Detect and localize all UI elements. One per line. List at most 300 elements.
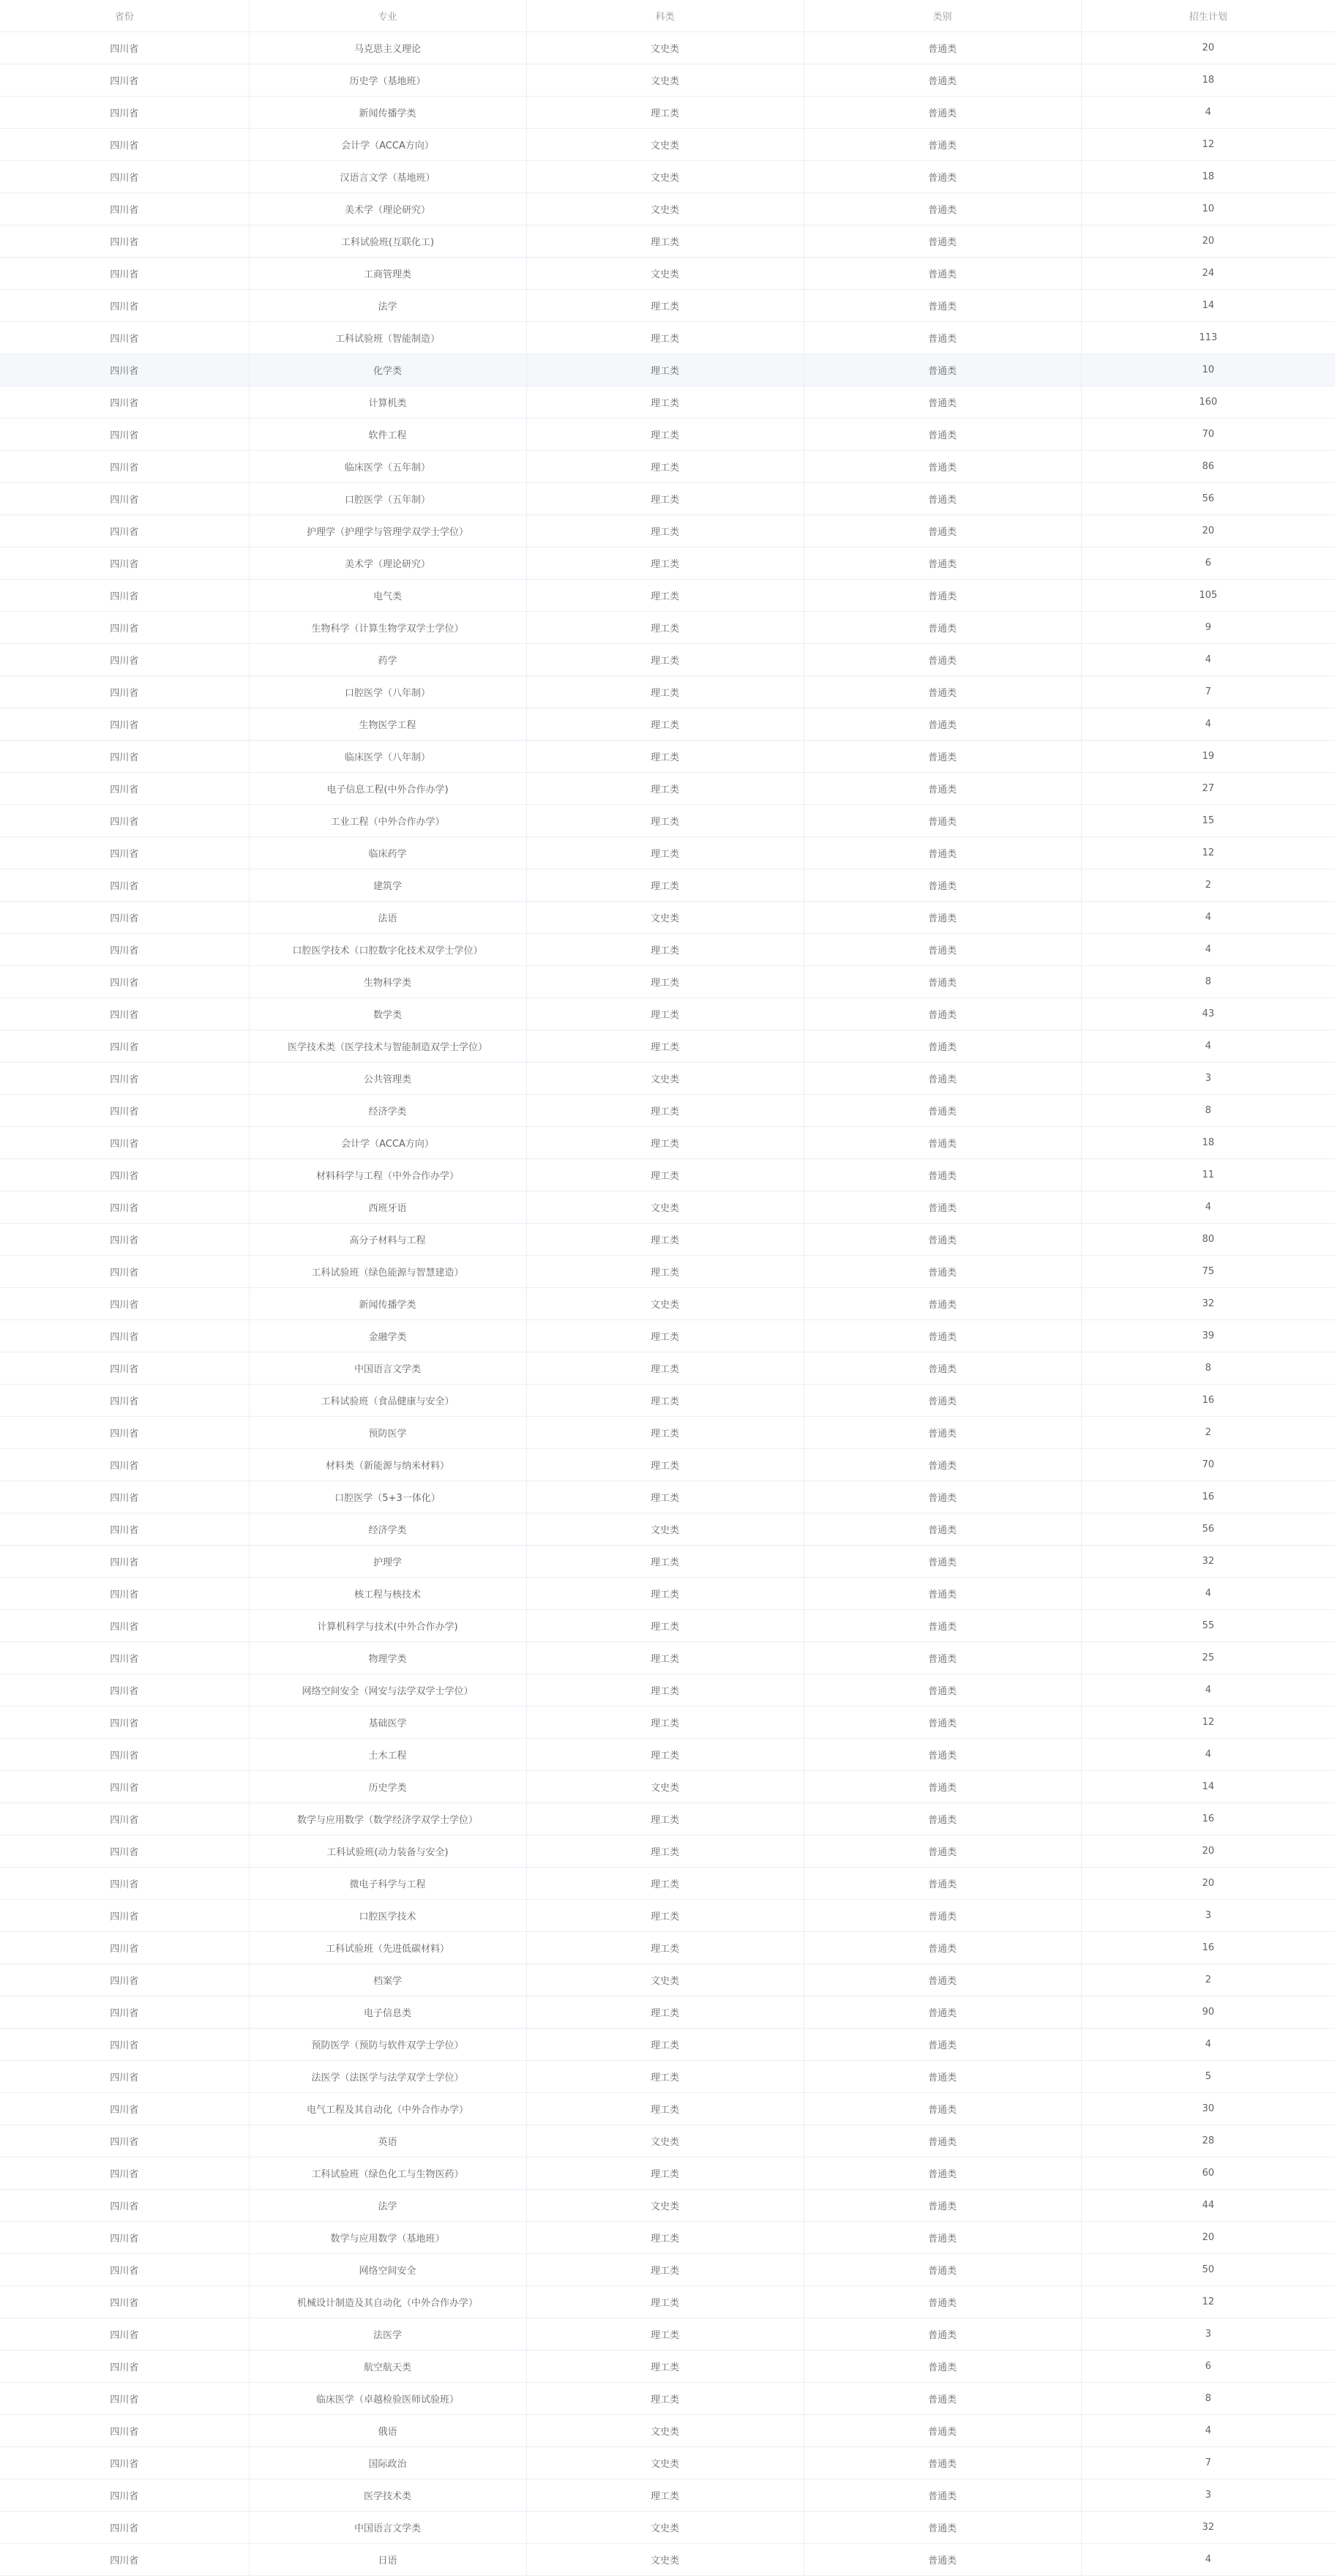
cell-subject-type: 理工类	[526, 2061, 804, 2093]
cell-category: 普通类	[804, 1417, 1081, 1449]
table-row[interactable]	[0, 1417, 1335, 1449]
column-header-major[interactable]: 专业	[249, 0, 526, 32]
cell-province: 四川省	[0, 2383, 249, 2415]
cell-province: 四川省	[0, 934, 249, 966]
cell-subject-type: 理工类	[526, 1996, 804, 2029]
cell-category: 普通类	[804, 1578, 1081, 1610]
table-row[interactable]	[0, 2157, 1335, 2190]
cell-major: 网络空间安全	[249, 2254, 526, 2286]
cell-subject-type: 理工类	[526, 1868, 804, 1900]
cell-province: 四川省	[0, 1739, 249, 1771]
cell-category: 普通类	[804, 386, 1081, 419]
column-header-subject-type[interactable]: 科类	[526, 0, 804, 32]
cell-major: 预防医学（预防与软件双学士学位）	[249, 2029, 526, 2061]
cell-category: 普通类	[804, 225, 1081, 258]
table-row[interactable]	[0, 2093, 1335, 2125]
cell-major: 经济学类	[249, 1513, 526, 1546]
cell-category: 普通类	[804, 1481, 1081, 1513]
table-row[interactable]	[0, 2351, 1335, 2383]
cell-province: 四川省	[0, 2415, 249, 2447]
cell-enrollment-plan: 16	[1081, 1932, 1335, 1964]
table-row[interactable]	[0, 515, 1335, 547]
cell-major: 西班牙语	[249, 1191, 526, 1224]
cell-subject-type: 理工类	[526, 1417, 804, 1449]
cell-province: 四川省	[0, 2544, 249, 2576]
cell-enrollment-plan: 28	[1081, 2125, 1335, 2157]
cell-province: 四川省	[0, 902, 249, 934]
cell-subject-type: 文史类	[526, 2125, 804, 2157]
cell-province: 四川省	[0, 708, 249, 741]
cell-enrollment-plan: 2	[1081, 1964, 1335, 1996]
table-row[interactable]	[0, 741, 1335, 773]
cell-major: 经济学类	[249, 1095, 526, 1127]
cell-enrollment-plan: 20	[1081, 2222, 1335, 2254]
table-row[interactable]	[0, 2125, 1335, 2157]
cell-major: 电气工程及其自动化（中外合作办学）	[249, 2093, 526, 2125]
cell-subject-type: 理工类	[526, 451, 804, 483]
cell-category: 普通类	[804, 966, 1081, 998]
cell-enrollment-plan: 4	[1081, 934, 1335, 966]
cell-enrollment-plan: 80	[1081, 1224, 1335, 1256]
cell-province: 四川省	[0, 741, 249, 773]
cell-category: 普通类	[804, 1030, 1081, 1063]
table-row[interactable]	[0, 258, 1335, 290]
cell-subject-type: 理工类	[526, 515, 804, 547]
table-row[interactable]	[0, 32, 1335, 64]
cell-major: 国际政治	[249, 2447, 526, 2479]
cell-province: 四川省	[0, 354, 249, 386]
cell-category: 普通类	[804, 1674, 1081, 1707]
cell-subject-type: 文史类	[526, 161, 804, 193]
cell-subject-type: 理工类	[526, 386, 804, 419]
cell-province: 四川省	[0, 2318, 249, 2351]
cell-major: 临床医学（卓越检验医师试验班）	[249, 2383, 526, 2415]
cell-category: 普通类	[804, 290, 1081, 322]
cell-province: 四川省	[0, 1320, 249, 1352]
cell-major: 公共管理类	[249, 1063, 526, 1095]
table-row[interactable]	[0, 1900, 1335, 1932]
cell-major: 口腔医学（5+3一体化）	[249, 1481, 526, 1513]
cell-major: 工业工程（中外合作办学）	[249, 805, 526, 837]
table-row[interactable]	[0, 1481, 1335, 1513]
cell-province: 四川省	[0, 1610, 249, 1642]
cell-major: 马克思主义理论	[249, 32, 526, 64]
table-row[interactable]	[0, 1964, 1335, 1996]
table-row[interactable]	[0, 1256, 1335, 1288]
cell-enrollment-plan: 19	[1081, 741, 1335, 773]
table-row[interactable]	[0, 290, 1335, 322]
cell-province: 四川省	[0, 64, 249, 97]
table-row[interactable]	[0, 97, 1335, 129]
cell-subject-type: 理工类	[526, 225, 804, 258]
cell-enrollment-plan: 16	[1081, 1385, 1335, 1417]
cell-major: 俄语	[249, 2415, 526, 2447]
table-row[interactable]	[0, 225, 1335, 258]
cell-subject-type: 文史类	[526, 193, 804, 225]
cell-enrollment-plan: 8	[1081, 1095, 1335, 1127]
table-row[interactable]	[0, 1771, 1335, 1803]
table-row[interactable]	[0, 1449, 1335, 1481]
table-row[interactable]	[0, 2029, 1335, 2061]
cell-enrollment-plan: 12	[1081, 837, 1335, 869]
cell-subject-type: 理工类	[526, 1803, 804, 1835]
table-row[interactable]	[0, 161, 1335, 193]
cell-subject-type: 理工类	[526, 612, 804, 644]
cell-category: 普通类	[804, 1095, 1081, 1127]
cell-subject-type: 理工类	[526, 2351, 804, 2383]
cell-category: 普通类	[804, 2190, 1081, 2222]
cell-enrollment-plan: 4	[1081, 1030, 1335, 1063]
cell-enrollment-plan: 20	[1081, 1868, 1335, 1900]
cell-province: 四川省	[0, 32, 249, 64]
cell-subject-type: 理工类	[526, 1127, 804, 1159]
table-row[interactable]	[0, 451, 1335, 483]
cell-category: 普通类	[804, 708, 1081, 741]
cell-enrollment-plan: 70	[1081, 419, 1335, 451]
cell-province: 四川省	[0, 290, 249, 322]
table-row[interactable]	[0, 1996, 1335, 2029]
cell-category: 普通类	[804, 2125, 1081, 2157]
table-row[interactable]	[0, 612, 1335, 644]
cell-enrollment-plan: 160	[1081, 386, 1335, 419]
table-row[interactable]	[0, 1385, 1335, 1417]
cell-province: 四川省	[0, 676, 249, 708]
cell-province: 四川省	[0, 2093, 249, 2125]
cell-major: 软件工程	[249, 419, 526, 451]
cell-category: 普通类	[804, 2447, 1081, 2479]
cell-province: 四川省	[0, 1481, 249, 1513]
cell-subject-type: 文史类	[526, 64, 804, 97]
cell-major: 美术学（理论研究）	[249, 547, 526, 580]
cell-province: 四川省	[0, 1095, 249, 1127]
table-row[interactable]	[0, 1320, 1335, 1352]
cell-province: 四川省	[0, 2479, 249, 2512]
cell-major: 中国语言文学类	[249, 1352, 526, 1385]
cell-subject-type: 理工类	[526, 2318, 804, 2351]
cell-category: 普通类	[804, 1288, 1081, 1320]
cell-major: 材料类（新能源与纳米材料）	[249, 1449, 526, 1481]
cell-province: 四川省	[0, 2125, 249, 2157]
cell-province: 四川省	[0, 97, 249, 129]
table-row[interactable]	[0, 1191, 1335, 1224]
cell-category: 普通类	[804, 1449, 1081, 1481]
cell-major: 网络空间安全（网安与法学双学士学位）	[249, 1674, 526, 1707]
cell-province: 四川省	[0, 1191, 249, 1224]
table-row[interactable]	[0, 676, 1335, 708]
cell-major: 汉语言文学（基地班）	[249, 161, 526, 193]
column-header-province[interactable]: 省份	[0, 0, 249, 32]
cell-major: 口腔医学技术（口腔数字化技术双学士学位）	[249, 934, 526, 966]
cell-subject-type: 理工类	[526, 805, 804, 837]
cell-category: 普通类	[804, 934, 1081, 966]
table-row[interactable]	[0, 1739, 1335, 1771]
cell-province: 四川省	[0, 483, 249, 515]
cell-province: 四川省	[0, 773, 249, 805]
cell-enrollment-plan: 32	[1081, 1546, 1335, 1578]
table-row[interactable]	[0, 1159, 1335, 1191]
cell-enrollment-plan: 18	[1081, 64, 1335, 97]
table-row[interactable]	[0, 1224, 1335, 1256]
table-row[interactable]	[0, 2479, 1335, 2512]
cell-subject-type: 理工类	[526, 1320, 804, 1352]
table-row[interactable]	[0, 547, 1335, 580]
cell-major: 法医学	[249, 2318, 526, 2351]
cell-category: 普通类	[804, 2544, 1081, 2576]
table-row[interactable]	[0, 1095, 1335, 1127]
cell-province: 四川省	[0, 1771, 249, 1803]
cell-category: 普通类	[804, 1932, 1081, 1964]
table-row[interactable]	[0, 2222, 1335, 2254]
cell-category: 普通类	[804, 676, 1081, 708]
cell-category: 普通类	[804, 1964, 1081, 1996]
cell-major: 口腔医学技术	[249, 1900, 526, 1932]
cell-enrollment-plan: 9	[1081, 612, 1335, 644]
table-row[interactable]	[0, 934, 1335, 966]
cell-enrollment-plan: 3	[1081, 2318, 1335, 2351]
table-row[interactable]	[0, 1610, 1335, 1642]
cell-province: 四川省	[0, 2447, 249, 2479]
cell-subject-type: 理工类	[526, 2093, 804, 2125]
table-row[interactable]	[0, 1803, 1335, 1835]
cell-province: 四川省	[0, 1513, 249, 1546]
cell-major: 核工程与核技术	[249, 1578, 526, 1610]
cell-subject-type: 理工类	[526, 1546, 804, 1578]
table-row[interactable]	[0, 2061, 1335, 2093]
cell-province: 四川省	[0, 1224, 249, 1256]
cell-category: 普通类	[804, 161, 1081, 193]
cell-subject-type: 理工类	[526, 676, 804, 708]
cell-enrollment-plan: 3	[1081, 1900, 1335, 1932]
table-row[interactable]	[0, 2415, 1335, 2447]
cell-category: 普通类	[804, 451, 1081, 483]
cell-enrollment-plan: 32	[1081, 1288, 1335, 1320]
table-row[interactable]	[0, 773, 1335, 805]
table-row[interactable]	[0, 193, 1335, 225]
table-row[interactable]	[0, 580, 1335, 612]
cell-province: 四川省	[0, 322, 249, 354]
cell-major: 医学技术类	[249, 2479, 526, 2512]
cell-subject-type: 理工类	[526, 97, 804, 129]
cell-subject-type: 理工类	[526, 708, 804, 741]
cell-province: 四川省	[0, 998, 249, 1030]
column-header-category[interactable]: 类别	[804, 0, 1081, 32]
cell-enrollment-plan: 70	[1081, 1449, 1335, 1481]
cell-subject-type: 理工类	[526, 1642, 804, 1674]
table-row[interactable]	[0, 805, 1335, 837]
cell-category: 普通类	[804, 2254, 1081, 2286]
cell-category: 普通类	[804, 773, 1081, 805]
table-row[interactable]	[0, 1578, 1335, 1610]
cell-major: 会计学（ACCA方向）	[249, 129, 526, 161]
cell-category: 普通类	[804, 1642, 1081, 1674]
cell-major: 材料科学与工程（中外合作办学）	[249, 1159, 526, 1191]
table-row[interactable]	[0, 1642, 1335, 1674]
cell-category: 普通类	[804, 869, 1081, 902]
cell-enrollment-plan: 4	[1081, 902, 1335, 934]
cell-enrollment-plan: 5	[1081, 2061, 1335, 2093]
cell-category: 普通类	[804, 32, 1081, 64]
table-row[interactable]	[0, 1674, 1335, 1707]
cell-province: 四川省	[0, 1159, 249, 1191]
cell-subject-type: 文史类	[526, 2415, 804, 2447]
table-row[interactable]	[0, 1352, 1335, 1385]
cell-province: 四川省	[0, 1063, 249, 1095]
cell-subject-type: 理工类	[526, 2479, 804, 2512]
cell-enrollment-plan: 4	[1081, 1674, 1335, 1707]
table-row[interactable]	[0, 1063, 1335, 1095]
cell-major: 法学	[249, 290, 526, 322]
cell-subject-type: 理工类	[526, 2286, 804, 2318]
table-row[interactable]	[0, 322, 1335, 354]
cell-province: 四川省	[0, 2286, 249, 2318]
cell-enrollment-plan: 50	[1081, 2254, 1335, 2286]
cell-province: 四川省	[0, 2029, 249, 2061]
table-row[interactable]	[0, 419, 1335, 451]
cell-category: 普通类	[804, 258, 1081, 290]
cell-subject-type: 理工类	[526, 1900, 804, 1932]
cell-major: 口腔医学（八年制）	[249, 676, 526, 708]
cell-category: 普通类	[804, 515, 1081, 547]
table-row[interactable]	[0, 644, 1335, 676]
table-row[interactable]	[0, 1127, 1335, 1159]
cell-enrollment-plan: 4	[1081, 2544, 1335, 2576]
cell-enrollment-plan: 25	[1081, 1642, 1335, 1674]
table-row[interactable]	[0, 1030, 1335, 1063]
cell-major: 历史学类	[249, 1771, 526, 1803]
cell-major: 土木工程	[249, 1739, 526, 1771]
table-row[interactable]	[0, 837, 1335, 869]
table-row[interactable]	[0, 2512, 1335, 2544]
table-row[interactable]	[0, 998, 1335, 1030]
cell-enrollment-plan: 2	[1081, 869, 1335, 902]
table-row[interactable]	[0, 2286, 1335, 2318]
table-row[interactable]	[0, 1835, 1335, 1868]
cell-enrollment-plan: 4	[1081, 1191, 1335, 1224]
cell-province: 四川省	[0, 1385, 249, 1417]
cell-category: 普通类	[804, 998, 1081, 1030]
cell-subject-type: 理工类	[526, 547, 804, 580]
table-row[interactable]	[0, 129, 1335, 161]
cell-province: 四川省	[0, 1900, 249, 1932]
table-row[interactable]	[0, 483, 1335, 515]
cell-subject-type: 文史类	[526, 129, 804, 161]
cell-major: 法学	[249, 2190, 526, 2222]
cell-subject-type: 文史类	[526, 2190, 804, 2222]
cell-subject-type: 文史类	[526, 1964, 804, 1996]
table-row[interactable]	[0, 386, 1335, 419]
table-row[interactable]	[0, 869, 1335, 902]
table-row[interactable]	[0, 708, 1335, 741]
cell-province: 四川省	[0, 869, 249, 902]
cell-enrollment-plan: 10	[1081, 354, 1335, 386]
cell-enrollment-plan: 56	[1081, 483, 1335, 515]
table-row[interactable]	[0, 2254, 1335, 2286]
cell-subject-type: 理工类	[526, 1739, 804, 1771]
cell-subject-type: 理工类	[526, 1256, 804, 1288]
cell-enrollment-plan: 32	[1081, 2512, 1335, 2544]
cell-major: 数学与应用数学（数学经济学双学士学位）	[249, 1803, 526, 1835]
table-row[interactable]	[0, 1932, 1335, 1964]
cell-subject-type: 理工类	[526, 869, 804, 902]
cell-enrollment-plan: 10	[1081, 193, 1335, 225]
table-row[interactable]	[0, 1868, 1335, 1900]
table-row[interactable]	[0, 2447, 1335, 2479]
cell-category: 普通类	[804, 1996, 1081, 2029]
cell-major: 电子信息类	[249, 1996, 526, 2029]
table-row[interactable]	[0, 966, 1335, 998]
cell-category: 普通类	[804, 1739, 1081, 1771]
table-row[interactable]	[0, 354, 1335, 386]
cell-major: 新闻传播学类	[249, 1288, 526, 1320]
cell-enrollment-plan: 3	[1081, 1063, 1335, 1095]
cell-subject-type: 理工类	[526, 580, 804, 612]
cell-subject-type: 理工类	[526, 837, 804, 869]
cell-enrollment-plan: 60	[1081, 2157, 1335, 2190]
cell-subject-type: 理工类	[526, 1707, 804, 1739]
cell-enrollment-plan: 86	[1081, 451, 1335, 483]
cell-subject-type: 理工类	[526, 419, 804, 451]
cell-category: 普通类	[804, 1835, 1081, 1868]
cell-category: 普通类	[804, 1868, 1081, 1900]
cell-category: 普通类	[804, 129, 1081, 161]
cell-enrollment-plan: 90	[1081, 1996, 1335, 2029]
cell-enrollment-plan: 6	[1081, 547, 1335, 580]
cell-category: 普通类	[804, 2286, 1081, 2318]
cell-province: 四川省	[0, 644, 249, 676]
cell-enrollment-plan: 16	[1081, 1481, 1335, 1513]
table-row[interactable]	[0, 1288, 1335, 1320]
table-row[interactable]	[0, 2383, 1335, 2415]
cell-major: 会计学（ACCA方向）	[249, 1127, 526, 1159]
cell-enrollment-plan: 15	[1081, 805, 1335, 837]
cell-major: 新闻传播学类	[249, 97, 526, 129]
table-row[interactable]	[0, 1546, 1335, 1578]
cell-province: 四川省	[0, 2157, 249, 2190]
table-row[interactable]	[0, 64, 1335, 97]
cell-category: 普通类	[804, 2351, 1081, 2383]
cell-subject-type: 文史类	[526, 2544, 804, 2576]
cell-province: 四川省	[0, 1835, 249, 1868]
cell-enrollment-plan: 16	[1081, 1803, 1335, 1835]
table-row[interactable]	[0, 902, 1335, 934]
cell-subject-type: 理工类	[526, 2383, 804, 2415]
cell-enrollment-plan: 20	[1081, 1835, 1335, 1868]
cell-category: 普通类	[804, 1063, 1081, 1095]
cell-enrollment-plan: 8	[1081, 2383, 1335, 2415]
cell-province: 四川省	[0, 1964, 249, 1996]
table-row[interactable]	[0, 1707, 1335, 1739]
cell-province: 四川省	[0, 1449, 249, 1481]
cell-major: 工科试验班（绿色能源与智慧建造）	[249, 1256, 526, 1288]
cell-category: 普通类	[804, 1900, 1081, 1932]
cell-subject-type: 文史类	[526, 1771, 804, 1803]
cell-province: 四川省	[0, 515, 249, 547]
cell-subject-type: 文史类	[526, 32, 804, 64]
cell-province: 四川省	[0, 837, 249, 869]
cell-province: 四川省	[0, 258, 249, 290]
cell-enrollment-plan: 105	[1081, 580, 1335, 612]
cell-subject-type: 理工类	[526, 1578, 804, 1610]
table-row[interactable]	[0, 1513, 1335, 1546]
cell-major: 数学与应用数学（基地班）	[249, 2222, 526, 2254]
cell-subject-type: 文史类	[526, 902, 804, 934]
column-header-enrollment-plan[interactable]: 招生计划	[1081, 0, 1335, 32]
cell-category: 普通类	[804, 902, 1081, 934]
table-row[interactable]	[0, 2318, 1335, 2351]
cell-major: 基础医学	[249, 1707, 526, 1739]
cell-province: 四川省	[0, 161, 249, 193]
table-row[interactable]	[0, 2190, 1335, 2222]
